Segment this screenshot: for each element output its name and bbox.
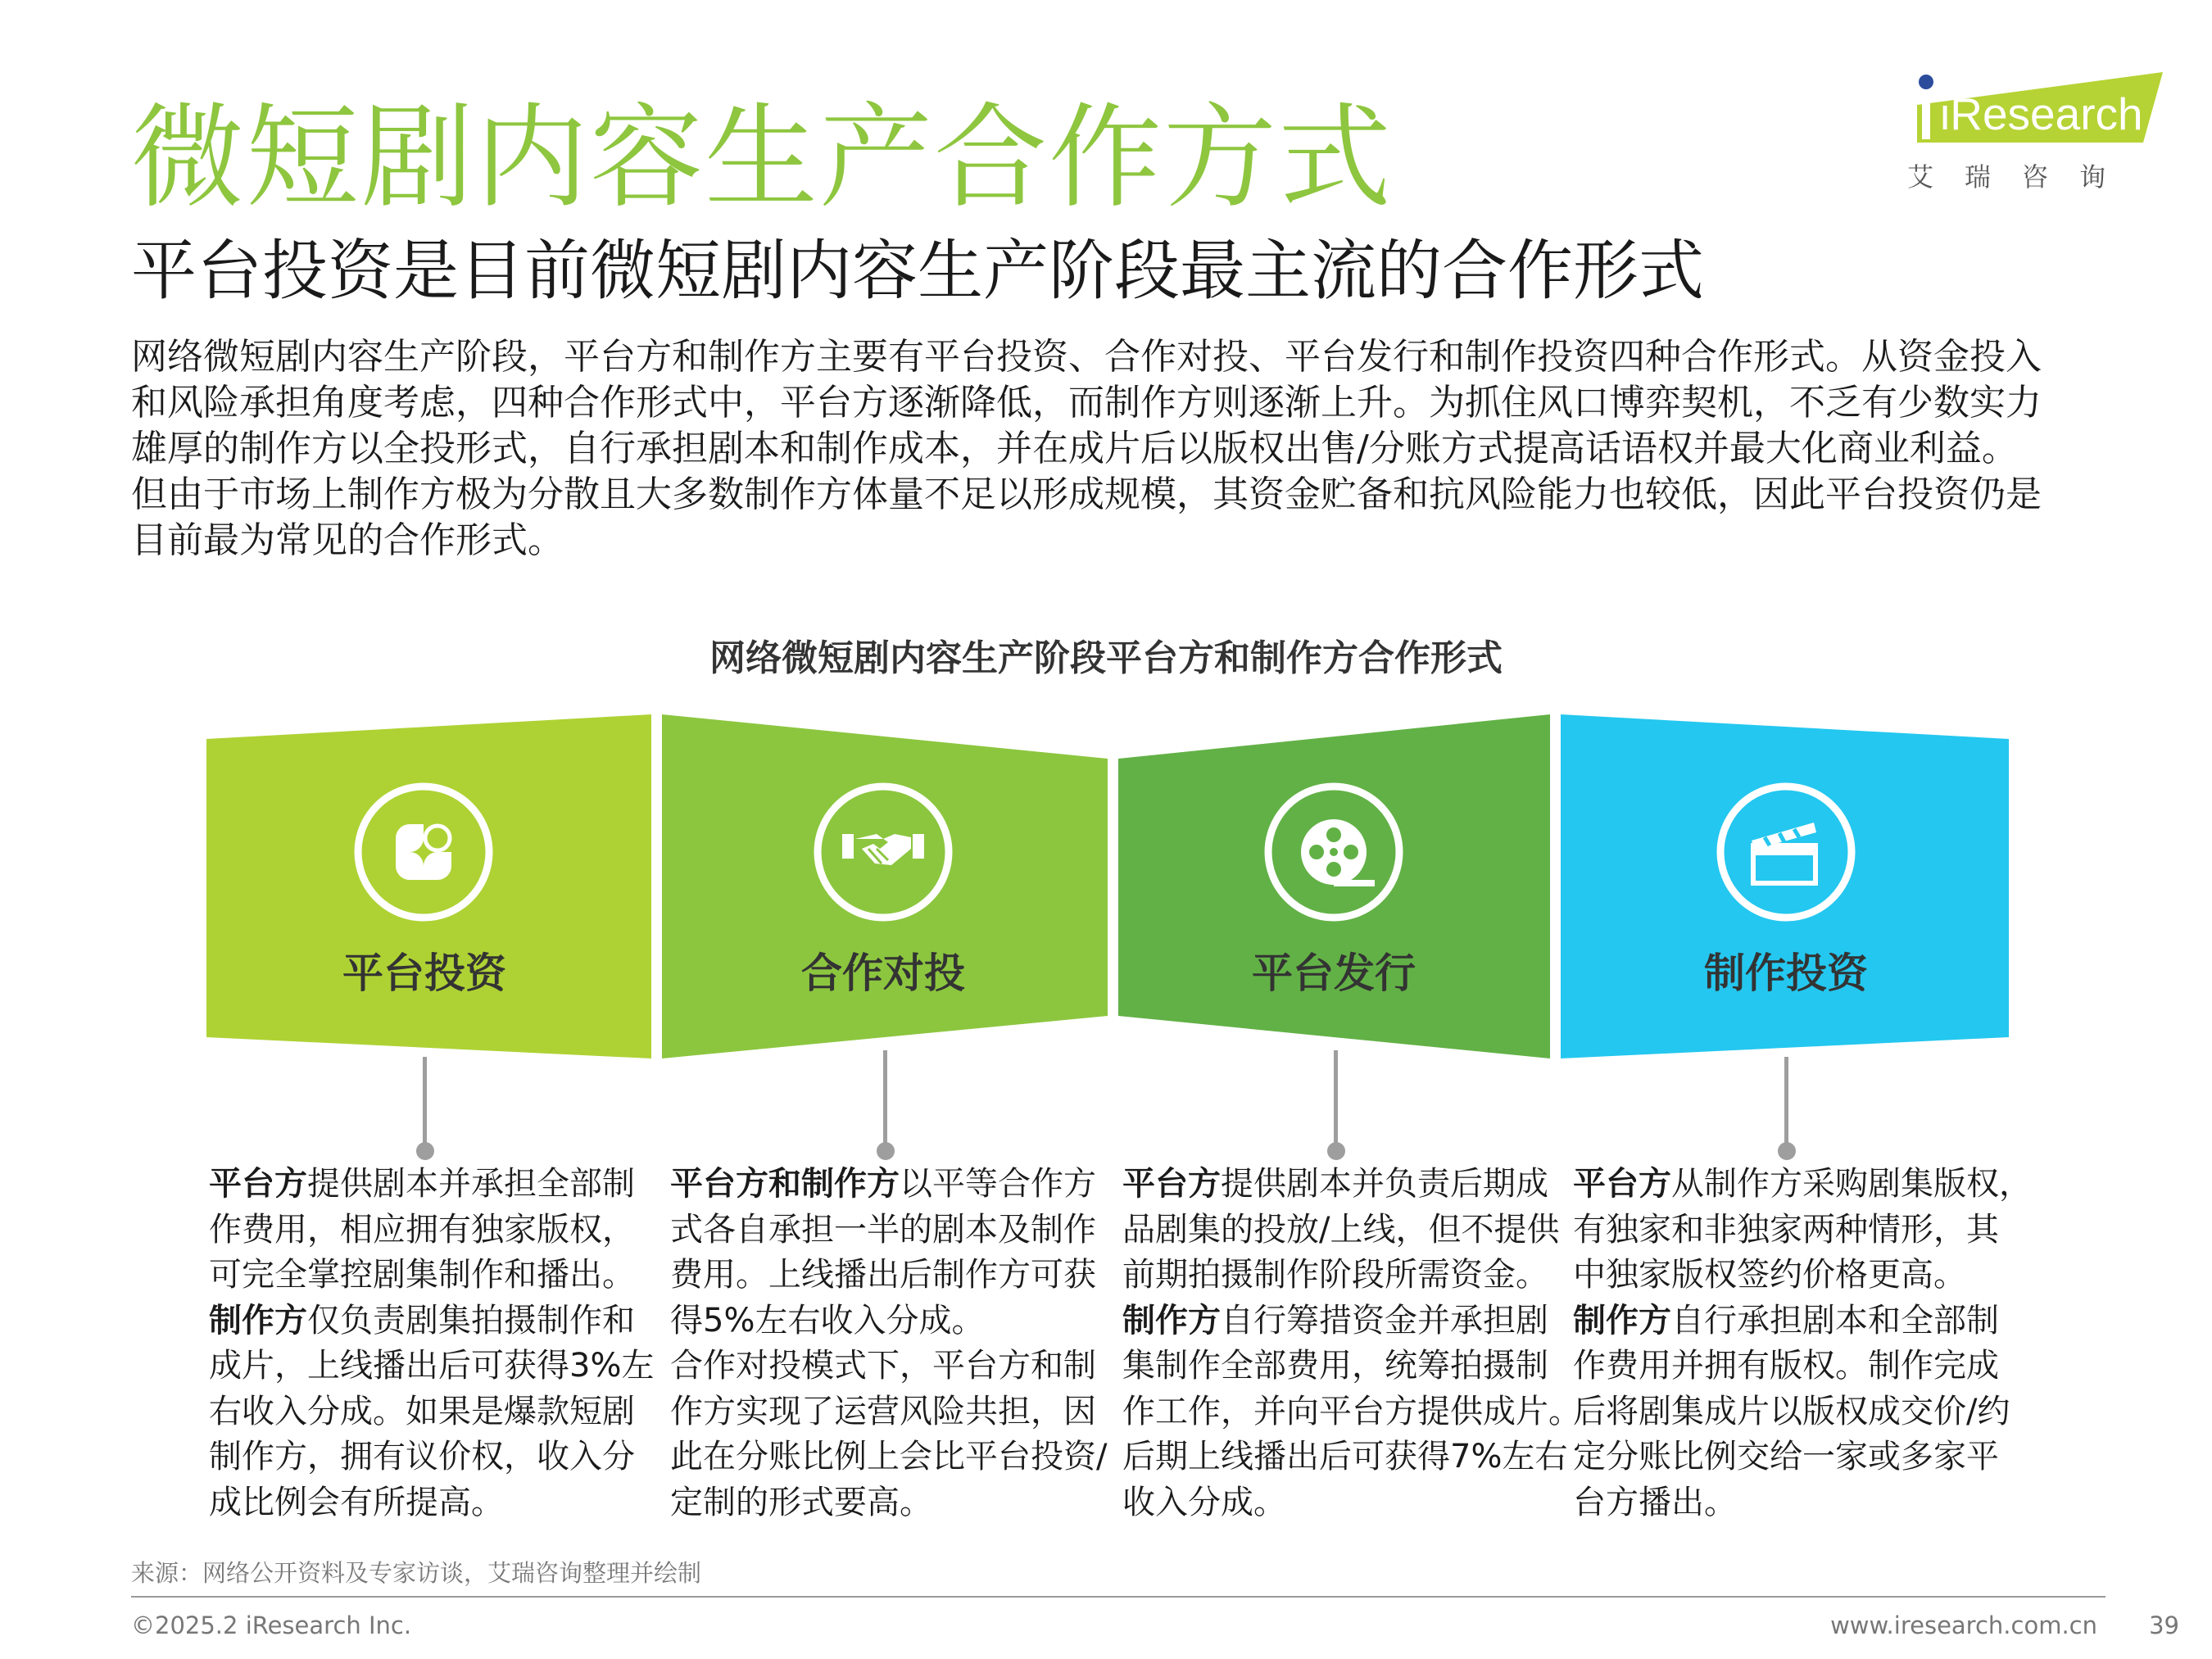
intro-line: 目前最为常见的合作形式。 [131, 519, 564, 561]
description-line: 作费用并拥有版权。制作完成 [1573, 1347, 1999, 1385]
description-line: 中独家版权签约价格更高。 [1573, 1256, 1966, 1294]
description-paragraph [1573, 1299, 2032, 1526]
panel-bg-platform-investment [206, 714, 651, 1058]
panel-description-platform-investment [209, 1162, 654, 1525]
connector-dot [1327, 1142, 1345, 1160]
description-paragraph [209, 1299, 654, 1526]
description-line: 成比例会有所提高。 [209, 1483, 504, 1521]
intro-line: 但由于市场上制作方极为分散且大多数制作方体量不足以形成规模，其资金贮备和抗风险能力也较低，因此平台投资仍是 [131, 474, 2042, 515]
description-line: 制作方自行承担剧本和全部制 [1573, 1301, 1999, 1339]
intro-line: 网络微短剧内容生产阶段，平台方和制作方主要有平台投资、合作对投、平台发行和制作投资四种合作形式。从资金投入 [131, 336, 2042, 378]
description-paragraph [670, 1162, 1107, 1344]
party-name: 制作方 [1573, 1301, 1671, 1339]
panel-label-production-investment: 制作投资 [1704, 950, 1868, 997]
description-line: 集制作全部费用，统筹拍摄制 [1122, 1347, 1548, 1385]
panel-description-platform-distribution [1122, 1162, 1581, 1525]
description-line: 定分账比例交给一家或多家平 [1573, 1438, 1999, 1475]
description-line: 合作对投模式下，平台方和制 [670, 1347, 1096, 1385]
description-line: 作费用，相应拥有独家版权， [209, 1210, 635, 1249]
description-line: 收入分成。 [1122, 1483, 1286, 1521]
page-subtitle: 平台投资是目前微短剧内容生产阶段最主流的合作形式 [131, 233, 1704, 309]
description-line: 后将剧集成片以版权成交价/约 [1573, 1392, 2010, 1430]
connector-line [883, 1050, 887, 1147]
description-line: 品剧集的投放/上线，但不提供 [1122, 1210, 1560, 1249]
page-title: 微短剧内容生产合作方式 [131, 92, 1394, 224]
connector-line [423, 1057, 427, 1147]
description-line: 前期拍摄制作阶段所需资金。 [1122, 1256, 1548, 1294]
diagram-title: 网络微短剧内容生产阶段平台方和制作方合作形式 [709, 637, 1503, 679]
description-line: 右收入分成。如果是爆款短剧 [209, 1392, 635, 1430]
description-line: 后期上线播出后可获得7%左右 [1122, 1438, 1568, 1475]
panel-label-platform-investment: 平台投资 [342, 950, 506, 997]
connector-dot [416, 1142, 434, 1160]
party-name: 制作方 [209, 1301, 307, 1339]
description-line: 得5%左右收入分成。 [670, 1301, 985, 1339]
panel-bg-production-investment [1561, 714, 2009, 1058]
connector-dot [877, 1142, 895, 1160]
description-line: 此在分账比例上会比平台投资/ [670, 1438, 1108, 1475]
logo-text: iResearch [1940, 88, 2143, 139]
description-line: 作方实现了运营风险共担，因 [670, 1392, 1096, 1430]
description-line: 平台方从制作方采购剧集版权， [1573, 1165, 2032, 1203]
description-paragraph [1122, 1299, 1581, 1526]
source-note: 来源：网络公开资料及专家访谈，艾瑞咨询整理并绘制 [131, 1559, 702, 1587]
party-name: 平台方 [209, 1165, 307, 1203]
description-line: 平台方和制作方以平等合作方 [670, 1165, 1096, 1203]
party-name: 制作方 [1122, 1301, 1221, 1339]
description-line: 有独家和非独家两种情形，其 [1573, 1210, 1999, 1249]
connector-line [1784, 1057, 1788, 1147]
description-line: 式各自承担一半的剧本及制作 [670, 1210, 1096, 1249]
description-line: 费用。上线播出后制作方可获 [670, 1256, 1096, 1294]
description-paragraph [670, 1344, 1107, 1525]
description-paragraph [1573, 1162, 2032, 1299]
panel-description-co-investment [670, 1162, 1107, 1525]
website-link[interactable]: www.iresearch.com.cn [1830, 1611, 2097, 1639]
page-number: 39 [2149, 1611, 2179, 1639]
connector-line [1334, 1050, 1338, 1147]
panel-label-platform-distribution: 平台发行 [1252, 950, 1416, 997]
copyright: ©2025.2 iResearch Inc. [131, 1611, 412, 1639]
panel-label-co-investment: 合作对投 [801, 950, 965, 997]
description-line: 可完全掌控剧集制作和播出。 [209, 1256, 635, 1294]
party-name: 平台方和制作方 [670, 1165, 900, 1203]
party-name: 平台方 [1122, 1165, 1221, 1203]
description-line: 平台方提供剧本并承担全部制 [209, 1165, 635, 1203]
logo-subtext: 艾瑞咨询 [1907, 161, 2137, 193]
description-line: 作工作，并向平台方提供成片。 [1122, 1392, 1581, 1430]
intro-line: 和风险承担角度考虑，四种合作形式中，平台方逐渐降低，而制作方则逐渐上升。为抓住风口博弈契机，不乏有少数实力 [131, 382, 2042, 424]
panel-description-production-investment [1573, 1162, 2032, 1525]
intro-line: 雄厚的制作方以全投形式，自行承担剧本和制作成本，并在成片后以版权出售/分账方式提高话语权并最大化商业利益。 [131, 428, 2018, 469]
description-paragraph [209, 1162, 654, 1299]
description-line: 定制的形式要高。 [670, 1483, 932, 1521]
description-paragraph [1122, 1162, 1581, 1299]
description-line: 成片，上线播出后可获得3%左 [209, 1347, 655, 1385]
panel-bg-co-investment [662, 714, 1108, 1058]
description-line: 制作方自行筹措资金并承担剧 [1122, 1301, 1548, 1339]
description-line: 制作方仅负责剧集拍摄制作和 [209, 1301, 635, 1339]
description-line: 制作方，拥有议价权，收入分 [209, 1438, 635, 1475]
description-line: 台方播出。 [1573, 1483, 1737, 1521]
connector-dot [1778, 1142, 1796, 1160]
description-line: 平台方提供剧本并负责后期成 [1122, 1165, 1548, 1203]
party-name: 平台方 [1573, 1165, 1671, 1203]
footer-divider [131, 1596, 2105, 1598]
